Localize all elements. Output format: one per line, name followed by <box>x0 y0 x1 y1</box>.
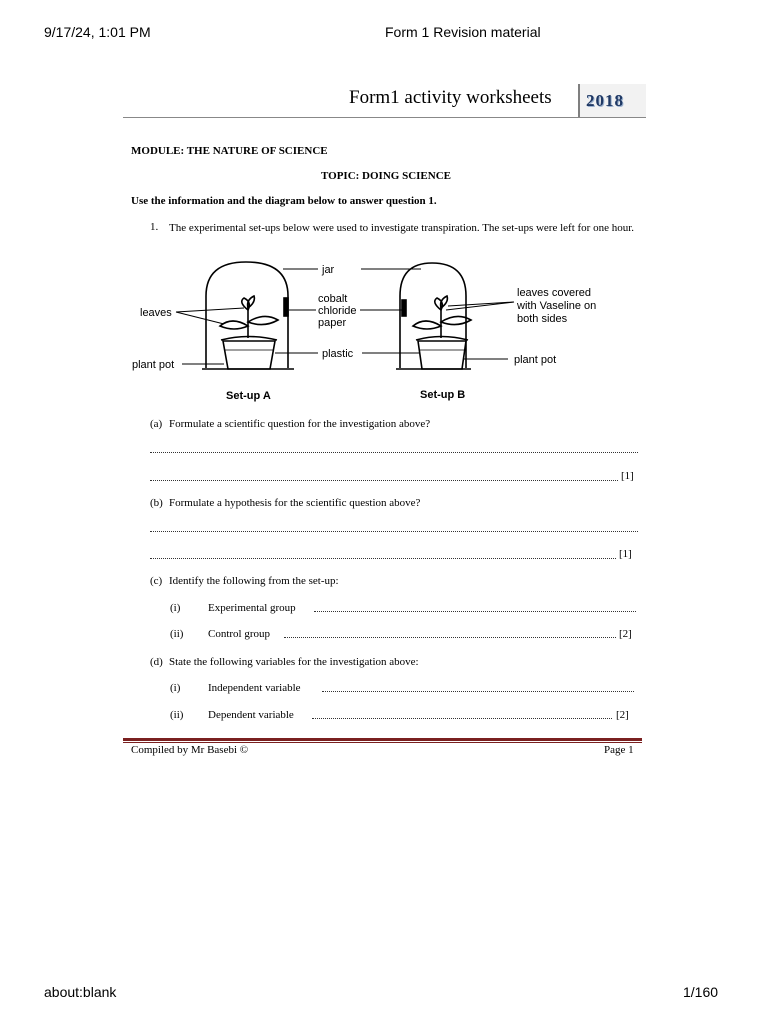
topic-heading: TOPIC: DOING SCIENCE <box>321 170 451 182</box>
print-timestamp: 9/17/24, 1:01 PM <box>44 24 151 40</box>
part-b-label: (b) <box>150 497 163 509</box>
label-covered-1: leaves covered <box>517 287 591 299</box>
label-covered-3: both sides <box>517 313 568 325</box>
part-d-ii-label: (ii) <box>170 709 184 721</box>
independent-variable-label: Independent variable <box>208 682 301 694</box>
dependent-variable-label: Dependent variable <box>208 709 294 721</box>
document-header-title: Form1 activity worksheets <box>349 87 552 108</box>
label-plant-pot-b: plant pot <box>514 354 557 366</box>
question-number: 1. <box>150 221 159 233</box>
mark-a: [1] <box>621 470 634 482</box>
part-d-i-label: (i) <box>170 682 181 694</box>
answer-line <box>314 611 636 612</box>
print-page-count: 1/160 <box>683 984 719 1000</box>
label-jar: jar <box>322 264 335 276</box>
part-c-ii-label: (ii) <box>170 628 184 640</box>
label-leaves: leaves <box>140 307 172 319</box>
label-plant-pot-a: plant pot <box>132 359 175 371</box>
print-page-title: Form 1 Revision material <box>385 24 541 40</box>
label-setup-a: Set-up A <box>226 390 271 402</box>
label-plastic: plastic <box>322 348 354 360</box>
part-a-text: Formulate a scientific question for the investigation above? <box>169 418 431 430</box>
answer-line <box>312 718 612 719</box>
mark-b: [1] <box>619 548 632 560</box>
print-url: about:blank <box>44 984 117 1000</box>
year-badge <box>578 84 646 118</box>
mark-d: [2] <box>616 709 629 721</box>
footer-divider-thin <box>123 742 642 743</box>
part-c-i-label: (i) <box>170 602 181 614</box>
part-c-text: Identify the following from the set-up: <box>169 575 339 587</box>
question-1-text: The experimental set-ups below were used to investigate transpiration. The set-ups were left for one hour. <box>169 222 635 234</box>
transpiration-diagram <box>128 258 628 404</box>
label-cobalt-1: cobalt <box>318 293 348 305</box>
label-cobalt-3: paper <box>318 317 347 329</box>
part-a-label: (a) <box>150 418 163 430</box>
label-covered-2: with Vaseline on <box>517 300 597 312</box>
jar-b-outline <box>400 263 466 368</box>
part-d-text: State the following variables for the investigation above: <box>169 656 419 668</box>
module-heading: MODULE: THE NATURE OF SCIENCE <box>131 145 328 157</box>
answer-line <box>322 691 634 692</box>
mark-c: [2] <box>619 628 632 640</box>
label-cobalt-2: chloride <box>318 305 357 317</box>
control-group-label: Control group <box>208 628 271 640</box>
label-setup-b: Set-up B <box>420 389 466 401</box>
header-divider <box>123 117 646 118</box>
jar-a-outline <box>206 262 288 368</box>
part-d-label: (d) <box>150 656 163 668</box>
footer-author: Compiled by Mr Basebi © <box>131 744 249 756</box>
answer-line <box>150 452 638 453</box>
part-b-text: Formulate a hypothesis for the scientific question above? <box>169 497 421 509</box>
answer-line <box>284 637 616 638</box>
answer-line <box>150 531 638 532</box>
answer-line <box>150 480 618 481</box>
answer-line <box>150 558 616 559</box>
part-c-label: (c) <box>150 575 163 587</box>
experimental-group-label: Experimental group <box>208 602 296 614</box>
footer-page-number: Page 1 <box>604 744 634 756</box>
instruction-text: Use the information and the diagram below to answer question 1. <box>131 195 437 207</box>
year-text: 2018 <box>586 91 624 110</box>
footer-divider <box>123 738 642 741</box>
